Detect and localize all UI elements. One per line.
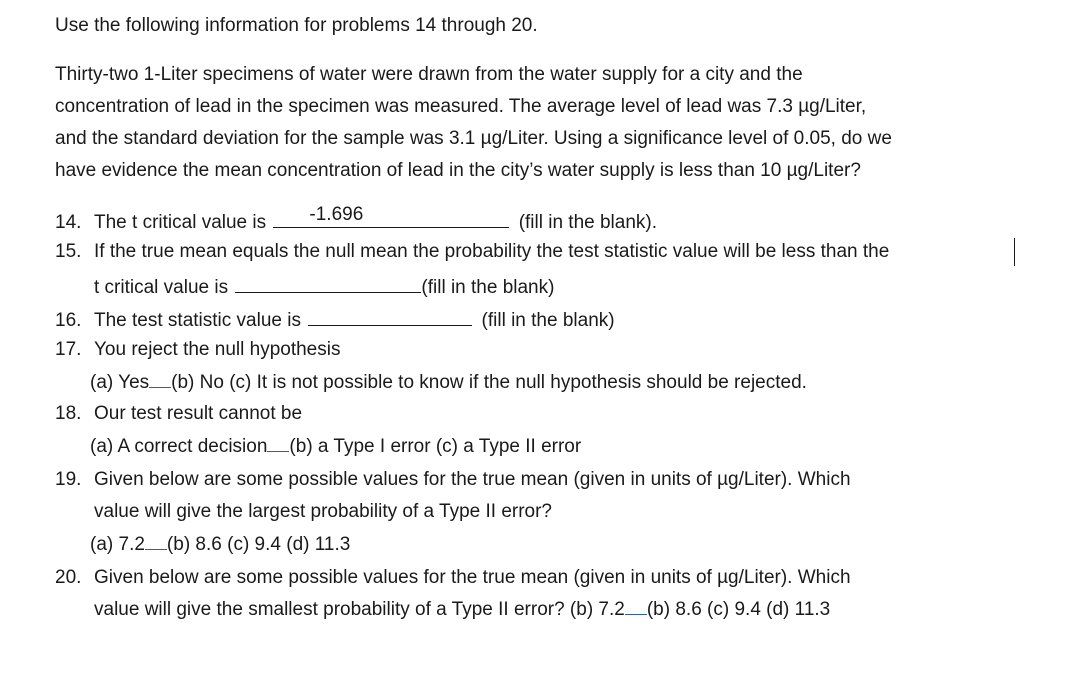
question-text: You reject the null hypothesis <box>94 339 341 360</box>
question-text: Our test result cannot be <box>94 403 303 424</box>
paragraph-line-2: concentration of lead in the specimen was measured. The average level of lead was 7.3 µg/Liter, <box>55 96 867 117</box>
underline-mark <box>267 437 289 452</box>
question-19 <box>55 468 851 492</box>
paragraph-line-3: and the standard deviation for the sample was 3.1 µg/Liter. Using a significance level of 0.05, do we <box>55 128 892 149</box>
answer-blank-16[interactable] <box>308 305 472 326</box>
question-number: 19. <box>55 469 82 490</box>
question-14 <box>55 204 658 235</box>
question-18 <box>55 402 302 426</box>
fill-in-hint: (fill in the blank) <box>421 277 555 298</box>
text-cursor <box>1014 238 1015 266</box>
underline-mark <box>149 373 171 388</box>
question-16 <box>55 305 615 333</box>
option-rest[interactable]: (b) 8.6 (c) 9.4 (d) 11.3 <box>166 534 351 555</box>
option-rest[interactable]: (b) No (c) It is not possible to know if the null hypothesis should be rejected. <box>171 372 807 393</box>
question-15-line-2 <box>94 272 554 300</box>
question-number: 14. <box>55 212 82 233</box>
answer-blank-15[interactable] <box>235 272 421 293</box>
question-19-line-2: value will give the largest probability of a Type II error? <box>94 501 552 522</box>
answer-value: -1.696 <box>309 204 364 225</box>
question-number: 18. <box>55 403 82 424</box>
option-rest[interactable]: (b) 8.6 (c) 9.4 (d) 11.3 <box>646 599 831 620</box>
paragraph-line-4: have evidence the mean concentration of lead in the city’s water supply is less than 10 µg/Liter? <box>55 160 861 181</box>
question-text: The t critical value is <box>94 212 267 233</box>
underline-mark <box>625 600 647 615</box>
option-rest[interactable]: (b) a Type I error (c) a Type II error <box>289 436 582 457</box>
question-18-options <box>90 435 581 459</box>
question-text: Given below are some possible values for the true mean (given in units of µg/Liter). Which <box>94 567 851 588</box>
fill-in-hint: (fill in the blank) <box>481 310 615 331</box>
option-a[interactable]: (a) A correct decision <box>90 436 268 457</box>
question-number: 15. <box>55 241 82 262</box>
question-19-options <box>90 533 350 557</box>
question-text: The test statistic value is <box>94 310 301 331</box>
intro-text: Use the following information for problems 14 through 20. <box>55 15 538 36</box>
question-text: t critical value is <box>94 277 229 298</box>
question-number: 20. <box>55 567 82 588</box>
question-15 <box>55 240 889 264</box>
paragraph-line-1: Thirty-two 1-Liter specimens of water were drawn from the water supply for a city and the <box>55 64 803 85</box>
question-number: 16. <box>55 310 82 331</box>
option-a[interactable]: (a) Yes <box>90 372 150 393</box>
question-text: Given below are some possible values for the true mean (given in units of µg/Liter). Which <box>94 469 851 490</box>
question-17-options <box>90 371 807 395</box>
option-a[interactable]: (a) 7.2 <box>90 534 145 555</box>
question-text: value will give the smallest probability of a Type II error? (b) 7.2 <box>94 599 625 620</box>
answer-blank-14[interactable] <box>273 204 509 228</box>
question-20-line-2 <box>94 598 830 622</box>
fill-in-hint: (fill in the blank). <box>518 212 658 233</box>
question-text: If the true mean equals the null mean the probability the test statistic value will be less than the <box>94 241 890 262</box>
underline-mark <box>145 535 167 550</box>
question-number: 17. <box>55 339 82 360</box>
question-20 <box>55 566 851 590</box>
question-17 <box>55 338 340 362</box>
